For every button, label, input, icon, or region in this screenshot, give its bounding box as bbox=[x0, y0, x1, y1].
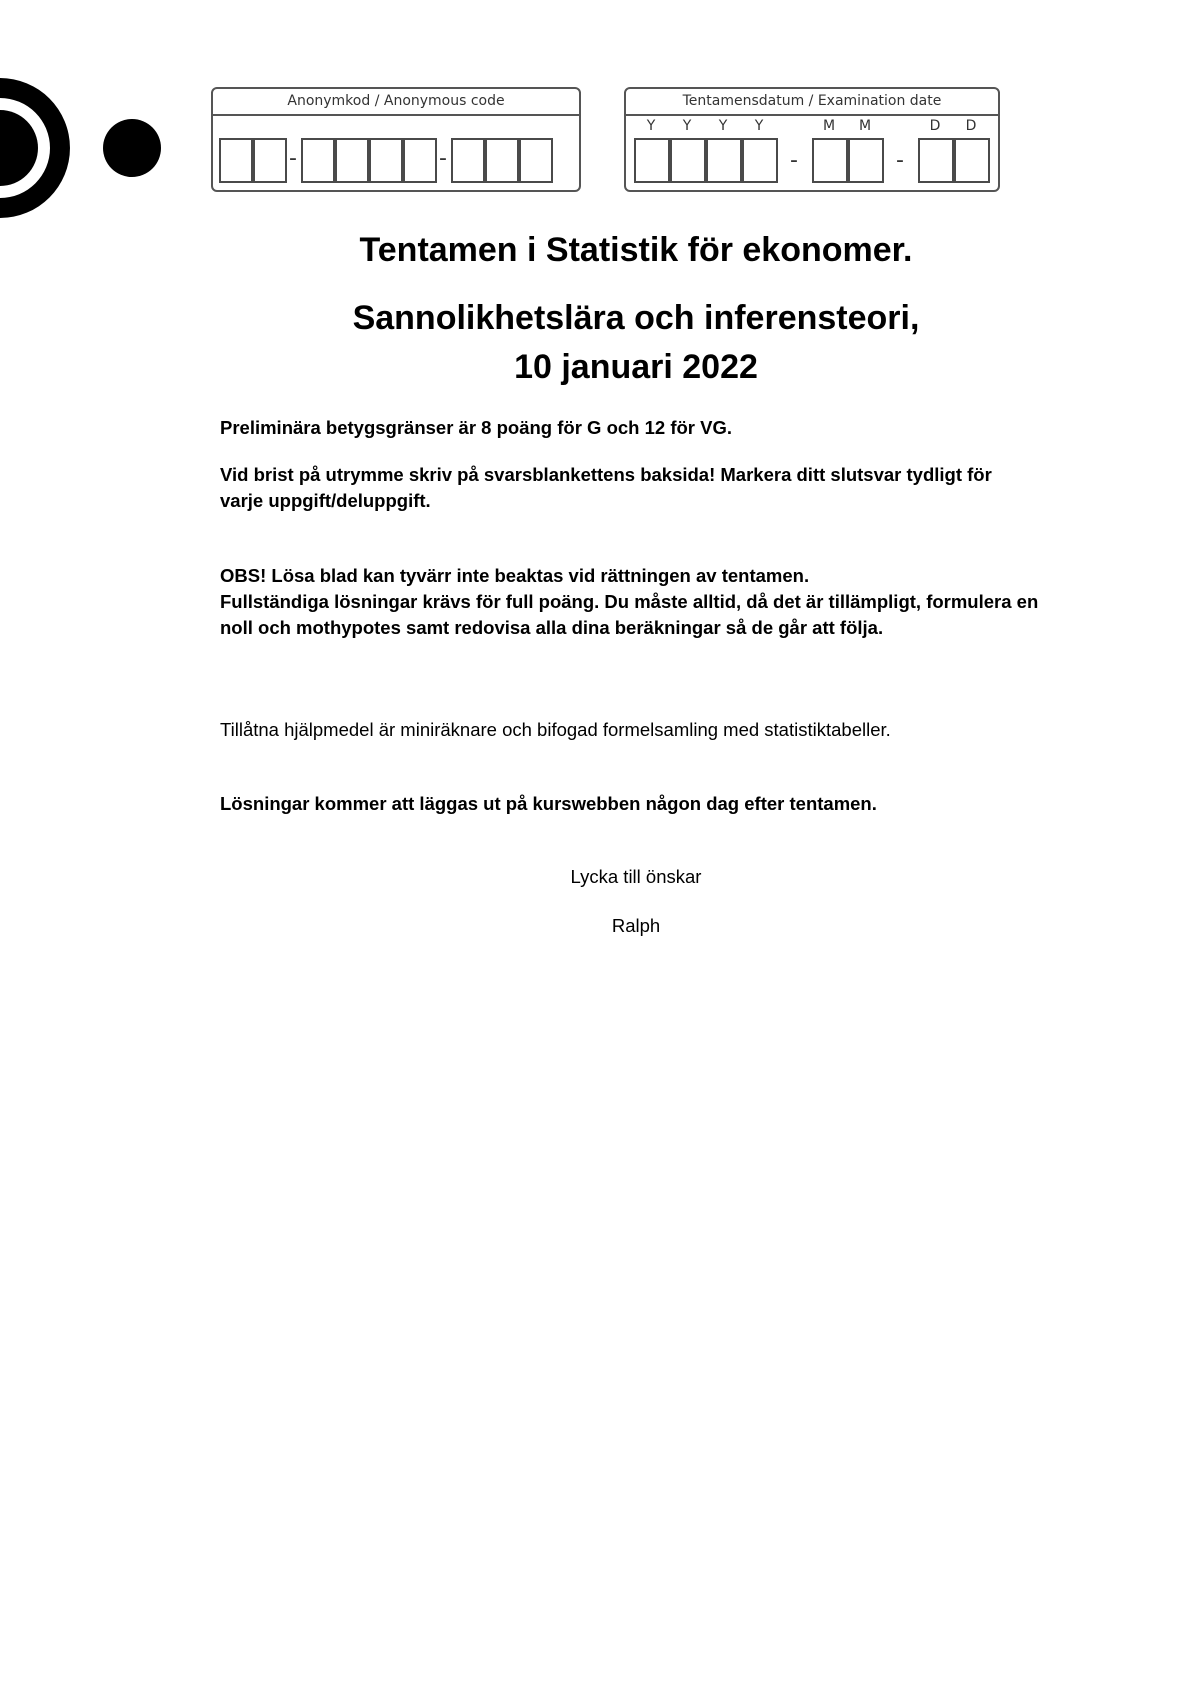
anonymous-code-cell[interactable] bbox=[301, 138, 335, 183]
date-day-cell[interactable] bbox=[918, 138, 954, 183]
date-month-cell[interactable] bbox=[812, 138, 848, 183]
exam-date-heading: 10 januari 2022 bbox=[514, 348, 758, 386]
date-month-cell[interactable] bbox=[848, 138, 884, 183]
anonymous-code-cell[interactable] bbox=[485, 138, 519, 183]
space-instruction-text: Vid brist på utrymme skriv på svarsblankettens baksida! Markera ditt slutsvar tydligt för varje uppgift/deluppgift. bbox=[220, 464, 992, 511]
year-letter: Y bbox=[718, 118, 728, 134]
anonymous-code-cell[interactable] bbox=[219, 138, 253, 183]
anonymous-code-cell[interactable] bbox=[253, 138, 287, 183]
exam-title: Tentamen i Statistik för ekonomer. bbox=[359, 231, 913, 269]
code-separator-dash: - bbox=[289, 146, 297, 171]
anonymous-code-cell[interactable] bbox=[335, 138, 369, 183]
month-letter: M bbox=[822, 118, 836, 134]
anonymous-code-cell[interactable] bbox=[369, 138, 403, 183]
exam-subtitle: Sannolikhetslära och inferensteori, bbox=[352, 299, 920, 337]
date-day-cell[interactable] bbox=[954, 138, 990, 183]
date-year-cell[interactable] bbox=[634, 138, 670, 183]
anonymous-code-cell[interactable] bbox=[519, 138, 553, 183]
year-letter: Y bbox=[682, 118, 692, 134]
anonymous-code-cell[interactable] bbox=[403, 138, 437, 183]
grade-limits-text: Preliminära betygsgränser är 8 poäng för G och 12 för VG. bbox=[220, 417, 732, 438]
year-letter: Y bbox=[754, 118, 764, 134]
month-letter: M bbox=[858, 118, 872, 134]
signature: Ralph bbox=[611, 915, 661, 936]
obs-notice-text: OBS! Lösa blad kan tyvärr inte beaktas vid rättningen av tentamen. bbox=[220, 565, 810, 586]
code-separator-dash: - bbox=[439, 146, 447, 171]
closing-wish: Lycka till önskar bbox=[570, 866, 702, 887]
logo-inner-half-disc bbox=[0, 110, 38, 186]
anonymous-code-cell[interactable] bbox=[451, 138, 485, 183]
university-logo bbox=[0, 68, 165, 228]
date-year-cell[interactable] bbox=[670, 138, 706, 183]
examination-date-box bbox=[624, 87, 1000, 192]
date-separator-dash: - bbox=[896, 148, 904, 173]
full-solution-requirement-text: Fullständiga lösningar krävs för full poäng. Du måste alltid, då det är tillämpligt, formulera en noll och mothypotes samt redovisa alla dina beräkningar så de går att följa. bbox=[220, 591, 1039, 638]
anonymous-code-label: Anonymkod / Anonymous code bbox=[213, 89, 579, 116]
date-year-cell[interactable] bbox=[742, 138, 778, 183]
solutions-info-text: Lösningar kommer att läggas ut på kurswebben någon dag efter tentamen. bbox=[220, 793, 877, 814]
year-letter: Y bbox=[646, 118, 656, 134]
date-separator-dash: - bbox=[790, 148, 798, 173]
logo-dot bbox=[103, 119, 161, 177]
date-year-cell[interactable] bbox=[706, 138, 742, 183]
examination-date-label: Tentamensdatum / Examination date bbox=[626, 89, 998, 116]
day-letter: D bbox=[965, 118, 977, 134]
allowed-aids-text: Tillåtna hjälpmedel är miniräknare och bifogad formelsamling med statistiktabeller. bbox=[220, 719, 891, 740]
anonymous-code-box bbox=[211, 87, 581, 192]
day-letter: D bbox=[929, 118, 941, 134]
